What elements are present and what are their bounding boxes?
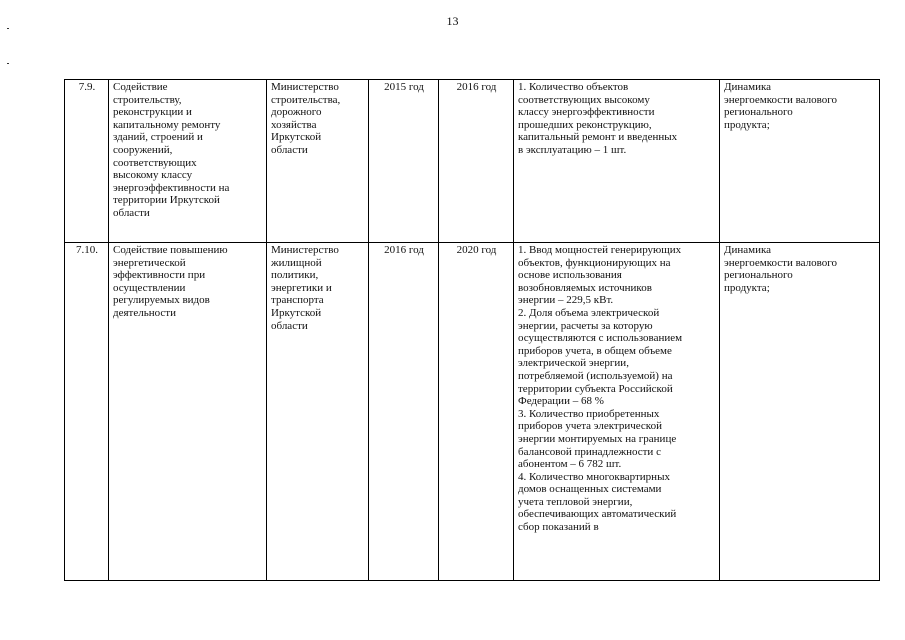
- cell-end-year: 2016 год: [439, 80, 514, 243]
- cell-line: осуществляются с использованием: [518, 332, 683, 345]
- cell-line: объектов, функционирующих на: [518, 256, 671, 269]
- cell-line: области: [113, 206, 150, 219]
- cell-line: сбор показаний в: [518, 521, 599, 534]
- cell-line: энергоемкости валового: [724, 256, 837, 269]
- cell-line: домов оснащенных системами: [518, 483, 662, 496]
- scan-speck: [7, 28, 9, 29]
- cell-line: балансовой принадлежности с: [518, 445, 661, 458]
- cell-line: обеспечивающих автоматический: [518, 508, 677, 521]
- cell-line: Иркутской: [271, 306, 322, 319]
- cell-executor: [267, 80, 369, 243]
- cell-line: основе использования: [518, 269, 622, 282]
- cell-line: энергетики и: [271, 281, 332, 294]
- cell-line: прошедших реконструкцию,: [518, 118, 652, 131]
- scan-speck: [7, 63, 9, 64]
- cell-line: политики,: [271, 269, 319, 282]
- table-row: [65, 80, 880, 243]
- cell-line: энергии, расчеты за которую: [518, 319, 653, 332]
- cell-line: капитальный ремонт и введенных: [518, 131, 678, 144]
- cell-line: Федерации – 68 %: [518, 395, 604, 408]
- cell-line: капитальному ремонту: [113, 118, 221, 131]
- cell-line: 1. Количество объектов: [518, 81, 629, 93]
- page-number: 13: [446, 14, 459, 28]
- cell-line: учета тепловой энергии,: [518, 495, 633, 508]
- cell-line: Динамика: [724, 81, 772, 93]
- cell-executor: [267, 243, 369, 581]
- cell-line: энергии – 229,5 кВт.: [518, 294, 614, 307]
- cell-line: транспорта: [271, 294, 324, 307]
- cell-start-year: 2016 год: [369, 243, 439, 581]
- cell-line: Министерство: [271, 244, 339, 256]
- cell-line: области: [271, 143, 308, 156]
- cell-line: Иркутской: [271, 131, 322, 144]
- measures-table: [64, 79, 880, 581]
- cell-line: осуществлении: [113, 281, 186, 294]
- cell-line: регионального: [724, 106, 793, 119]
- cell-line: продукта;: [724, 281, 770, 294]
- cell-line: области: [271, 319, 308, 332]
- cell-line: Министерство: [271, 81, 339, 93]
- cell-impact: [720, 243, 880, 581]
- table-row: [65, 243, 880, 581]
- cell-line: классу энергоэффективности: [518, 106, 655, 119]
- cell-line: дорожного: [271, 106, 322, 119]
- cell-line: 1. Ввод мощностей генерирующих: [518, 244, 682, 256]
- cell-line: приборов учета, в общем объеме: [518, 344, 672, 357]
- cell-line: энергоэффективности на: [113, 181, 230, 194]
- cell-item-number: 7.10.: [65, 243, 109, 581]
- cell-line: регионального: [724, 269, 793, 282]
- cell-line: территории Иркутской: [113, 194, 220, 207]
- cell-line: в эксплуатацию – 1 шт.: [518, 143, 627, 156]
- cell-line: деятельности: [113, 306, 176, 319]
- cell-line: энергетической: [113, 256, 186, 269]
- cell-line: 4. Количество многоквартирных: [518, 470, 670, 483]
- cell-line: Содействие повышению: [113, 244, 228, 256]
- cell-line: регулируемых видов: [113, 294, 210, 307]
- cell-line: хозяйства: [271, 118, 317, 131]
- cell-line: сооружений,: [113, 143, 173, 156]
- cell-line: реконструкции и: [113, 106, 192, 119]
- cell-line: энергоемкости валового: [724, 93, 837, 106]
- cell-line: строительства,: [271, 93, 341, 106]
- cell-line: строительству,: [113, 93, 182, 106]
- cell-line: абонентом – 6 782 шт.: [518, 458, 622, 471]
- cell-indicators: [514, 80, 720, 243]
- cell-line: энергии монтируемых на границе: [518, 432, 677, 445]
- cell-line: приборов учета электрической: [518, 420, 662, 433]
- cell-measure: [109, 243, 267, 581]
- cell-line: зданий, строений и: [113, 131, 203, 144]
- cell-line: высокому классу: [113, 169, 193, 182]
- cell-line: территории субъекта Российской: [518, 382, 673, 395]
- table-body: [65, 80, 880, 581]
- cell-line: Содействие: [113, 81, 168, 93]
- cell-line: потребляемой (используемой) на: [518, 369, 673, 382]
- cell-line: соответствующих: [113, 156, 197, 169]
- cell-start-year: 2015 год: [369, 80, 439, 243]
- cell-line: 3. Количество приобретенных: [518, 407, 660, 420]
- cell-line: продукта;: [724, 118, 770, 131]
- cell-impact: [720, 80, 880, 243]
- cell-item-number: 7.9.: [65, 80, 109, 243]
- cell-line: Динамика: [724, 244, 772, 256]
- cell-measure: [109, 80, 267, 243]
- cell-line: соответствующих высокому: [518, 93, 650, 106]
- cell-line: эффективности при: [113, 269, 206, 282]
- cell-line: жилищной: [271, 256, 322, 269]
- cell-indicators: [514, 243, 720, 581]
- cell-end-year: 2020 год: [439, 243, 514, 581]
- cell-line: 2. Доля объема электрической: [518, 306, 660, 319]
- cell-line: возобновляемых источников: [518, 281, 652, 294]
- cell-line: электрической энергии,: [518, 357, 629, 370]
